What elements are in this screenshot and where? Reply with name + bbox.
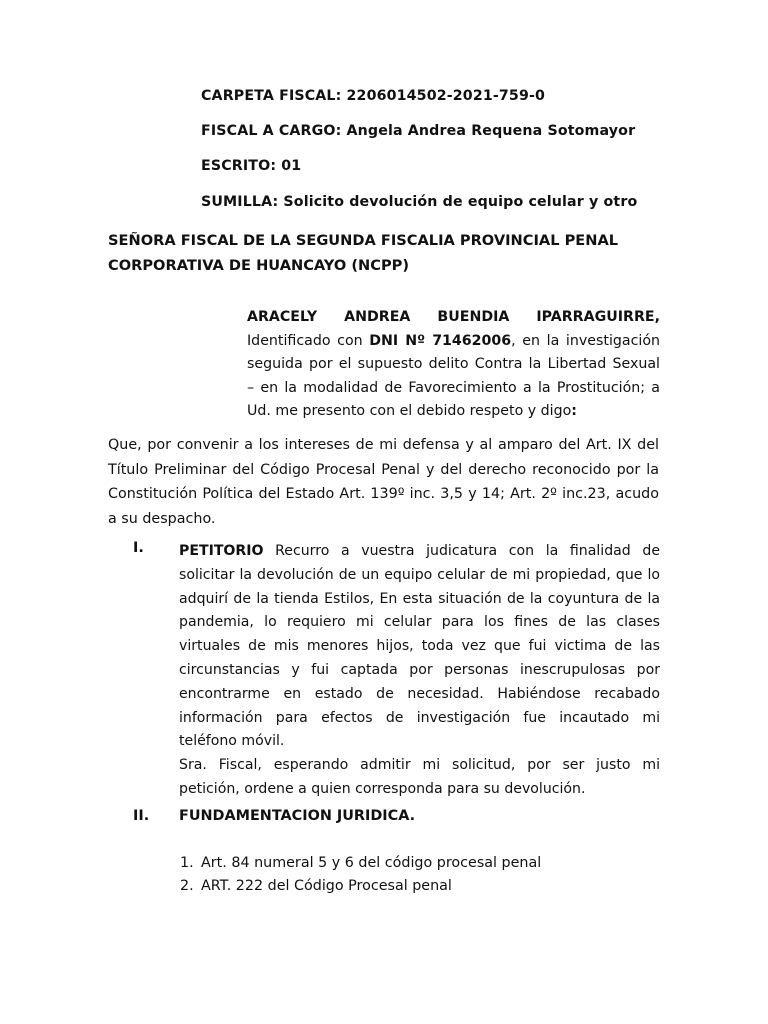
paragraph-line: a su despacho. xyxy=(108,510,216,527)
list-number: 2. xyxy=(180,878,194,894)
legal-basis-list xyxy=(180,852,541,898)
addressee-line-2: CORPORATIVA DE HUANCAYO (NCPP) xyxy=(108,257,410,274)
title-text: FUNDAMENTACION JURIDICA xyxy=(179,808,410,824)
sumilla: SUMILLA: Solicito devolución de equipo celular y otro xyxy=(201,194,638,210)
identification-block xyxy=(247,306,660,424)
identification-line xyxy=(247,330,660,354)
section-body xyxy=(179,540,660,802)
paragraph-line: adquirí de la tienda Estilos, En esta situación de la coyuntura de la xyxy=(179,590,660,607)
list-item xyxy=(180,875,541,898)
list-text: Art. 84 numeral 5 y 6 del código procesal penal xyxy=(201,855,542,871)
addressee xyxy=(108,228,660,278)
name-word: IPARRAGUIRRE, xyxy=(536,309,660,325)
section-number: II. xyxy=(133,808,150,824)
colon: : xyxy=(571,403,577,419)
intro-paragraph xyxy=(108,433,659,531)
section-title xyxy=(179,808,415,824)
addressee-line-1: SEÑORA FISCAL DE LA SEGUNDA FISCALIA PROVINCIAL PENAL xyxy=(108,232,619,249)
name-word: BUENDIA xyxy=(437,309,510,325)
title-punct: . xyxy=(409,808,416,824)
identification-line xyxy=(247,400,660,424)
paragraph-line: pandemia, lo requiero mi celular para los fines de las clases xyxy=(179,614,660,631)
paragraph-line: virtuales de mis menores hijos, toda vez que fui victima de las xyxy=(179,638,660,655)
applicant-name xyxy=(247,306,660,330)
text-span: Recurro a vuestra judicatura con la finalidad de xyxy=(263,543,660,559)
text-span: Identificado con xyxy=(247,332,370,349)
paragraph-line: Sra. Fiscal, esperando admitir mi solicitud, por ser justo mi xyxy=(179,757,660,774)
carpeta-fiscal: CARPETA FISCAL: 2206014502-2021-759-0 xyxy=(201,88,546,104)
paragraph-line xyxy=(179,540,660,564)
list-number: 1. xyxy=(180,855,194,871)
paragraph-line: Que, por convenir a los intereses de mi defensa y al amparo del Art. IX del xyxy=(108,437,659,453)
name-word: ARACELY xyxy=(247,309,318,325)
escrito-number: ESCRITO: 01 xyxy=(201,158,302,174)
dni-number: DNI Nº 71462006 xyxy=(369,332,512,349)
identification-line: – en la modalidad de Favorecimiento a la Prostitución; a xyxy=(247,379,660,396)
list-item xyxy=(180,852,541,875)
text-span: , en la investigación xyxy=(511,332,660,349)
paragraph-line: petición, ordene a quien corresponda para su devolución. xyxy=(179,780,586,797)
paragraph-line: solicitar la devolución de un equipo celular de mi propiedad, que lo xyxy=(179,566,660,583)
paragraph-line: encontrarme en estado de necesidad. Habiéndose recabado xyxy=(179,685,660,702)
fiscal-a-cargo: FISCAL A CARGO: Angela Andrea Requena Sotomayor xyxy=(201,123,636,139)
list-text: ART. 222 del Código Procesal penal xyxy=(201,878,452,894)
paragraph-line: teléfono móvil. xyxy=(179,733,285,750)
section-title: PETITORIO xyxy=(179,543,264,559)
name-word: ANDREA xyxy=(344,309,411,325)
paragraph-line: Constitución Política del Estado Art. 139º inc. 3,5 y 14; Art. 2º inc.23, acudo xyxy=(108,486,659,502)
paragraph-line: información para efectos de investigación fue incautado mi xyxy=(179,709,660,726)
text-span: Ud. me presento con el debido respeto y digo xyxy=(247,403,572,419)
section-number: I. xyxy=(133,540,144,556)
identification-line: seguida por el supuesto delito Contra la Libertad Sexual xyxy=(247,356,660,372)
paragraph-line: Título Preliminar del Código Procesal Penal y del derecho reconocido por la xyxy=(108,461,659,478)
paragraph-line: circunstancias y fui captada por personas inescrupulosas por xyxy=(179,661,660,678)
